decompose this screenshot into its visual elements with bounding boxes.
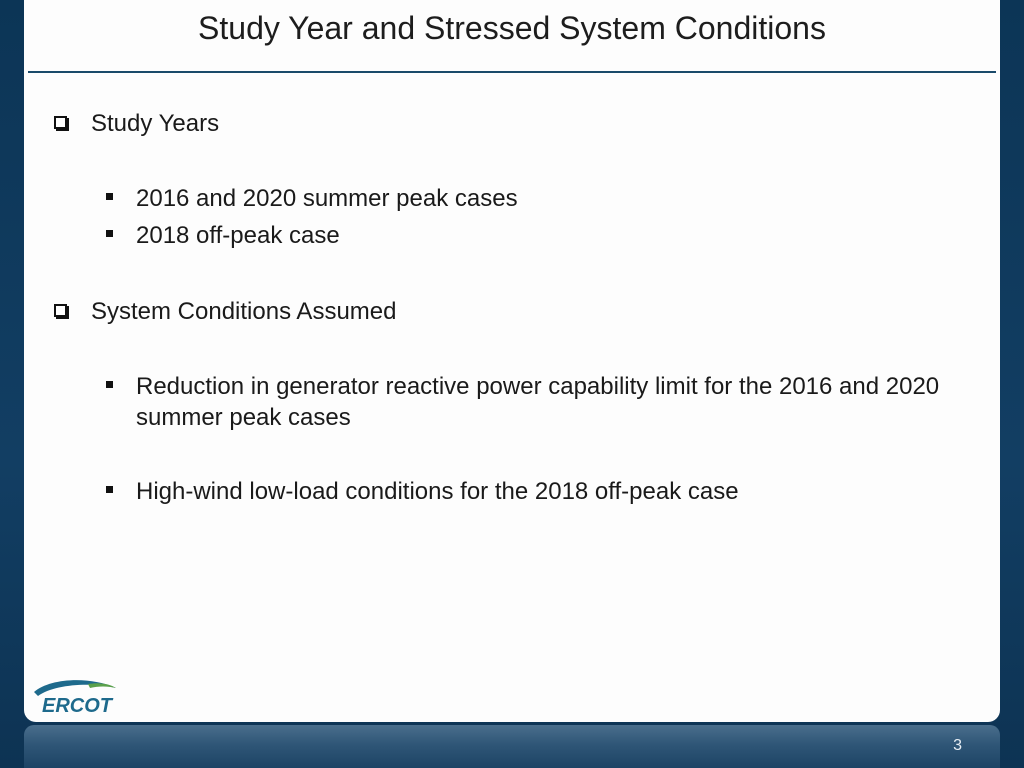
slide-title: Study Year and Stressed System Conditions: [198, 10, 826, 46]
slide-content: [24, 0, 1000, 722]
title-divider: [28, 71, 996, 73]
page-number: 3: [953, 737, 962, 754]
logo-swoosh-icon: [34, 680, 116, 696]
checkbox-bullet-icon: [54, 304, 67, 317]
square-bullet-icon: [106, 486, 113, 493]
logo-text: ERCOT: [42, 695, 112, 716]
square-bullet-icon: [106, 381, 113, 388]
list-item-text: High-wind low-load conditions for the 2018 off-peak case: [136, 478, 739, 505]
footer-bar: [24, 725, 1000, 768]
logo-accent-icon: [88, 683, 116, 688]
checkbox-bullet-icon: [54, 116, 67, 129]
section-heading: System Conditions Assumed: [91, 298, 397, 325]
section-heading: Study Years: [91, 110, 220, 137]
square-bullet-icon: [106, 230, 113, 237]
list-item-text: 2016 and 2020 summer peak cases: [136, 185, 518, 212]
list-item-text: Reduction in generator reactive power capability limit for the 2016 and 2020 summer peak cases: [136, 373, 940, 431]
ercot-logo: [28, 676, 120, 716]
square-bullet-icon: [106, 193, 113, 200]
list-item-text: 2018 off-peak case: [136, 222, 340, 249]
